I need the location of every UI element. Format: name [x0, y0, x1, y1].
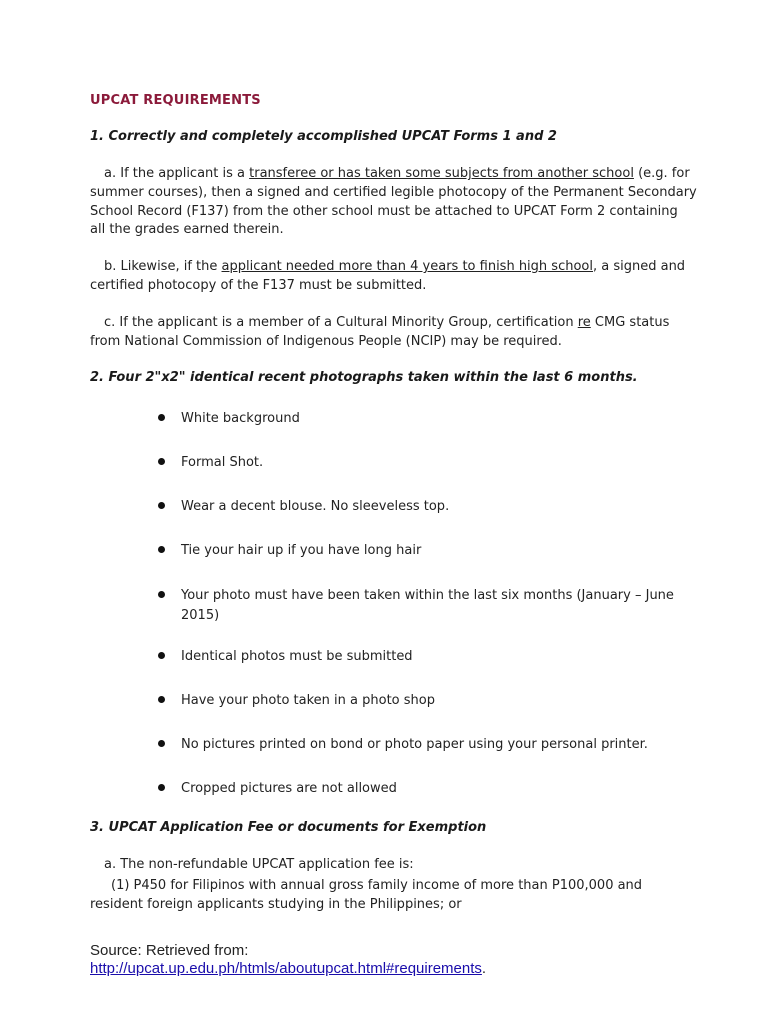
- list-item: Have your photo taken in a photo shop: [181, 693, 435, 708]
- list-item-continuation: 2015): [181, 608, 220, 623]
- list-item: Cropped pictures are not allowed: [181, 781, 397, 796]
- section-1c-line-1: [104, 314, 669, 333]
- list-item: Your photo must have been taken within the last six months (January – June: [181, 588, 674, 603]
- section-1a-underlined: transferee or has taken some subjects from another school: [249, 166, 634, 181]
- section-1b-suffix: , a signed and: [592, 259, 686, 274]
- section-1a-prefix: a. If the applicant is a: [104, 166, 250, 181]
- section-1c-underlined: re: [577, 315, 591, 330]
- list-item: Formal Shot.: [181, 455, 264, 470]
- section-1b-line-1: [104, 258, 685, 277]
- section-1b-underlined: applicant needed more than 4 years to finish high school: [221, 259, 593, 274]
- section-1a-suffix: (e.g. for: [633, 166, 690, 181]
- section-1c-line-2: from National Commission of Indigenous People (NCIP) may be required.: [90, 334, 562, 349]
- source-line: [90, 960, 486, 977]
- list-item: Identical photos must be submitted: [181, 649, 413, 664]
- list-item: Tie your hair up if you have long hair: [181, 543, 422, 558]
- source-link[interactable]: http://upcat.up.edu.ph/htmls/aboutupcat.html#requirements: [90, 960, 482, 977]
- bullet-icon: [158, 591, 165, 598]
- section-1-heading: 1. Correctly and completely accomplished UPCAT Forms 1 and 2: [90, 129, 557, 144]
- bullet-icon: [158, 546, 165, 553]
- source-trailing: .: [481, 960, 487, 977]
- section-1c-prefix: c. If the applicant is a member of a Cultural Minority Group, certification: [104, 315, 578, 330]
- section-1b-prefix: b. Likewise, if the: [104, 259, 222, 274]
- section-3-heading: 3. UPCAT Application Fee or documents for Exemption: [90, 820, 487, 835]
- section-1a-line-3: School Record (F137) from the other school must be attached to UPCAT Form 2 containing: [90, 204, 678, 219]
- bullet-icon: [158, 784, 165, 791]
- section-1c-suffix: CMG status: [590, 315, 670, 330]
- section-3-item-1-line-2: resident foreign applicants studying in the Philippines; or: [90, 897, 462, 912]
- section-3-item-1-line-1: (1) P450 for Filipinos with annual gross family income of more than P100,000 and: [111, 878, 643, 893]
- bullet-icon: [158, 696, 165, 703]
- list-item: No pictures printed on bond or photo paper using your personal printer.: [181, 737, 648, 752]
- bullet-icon: [158, 652, 165, 659]
- bullet-icon: [158, 740, 165, 747]
- bullet-icon: [158, 458, 165, 465]
- section-1a-line-2: summer courses), then a signed and certified legible photocopy of the Permanent Secondary: [90, 185, 697, 200]
- section-1a-line-1: [104, 165, 690, 184]
- section-3a-line: a. The non-refundable UPCAT application fee is:: [104, 857, 414, 872]
- section-1a-line-4: all the grades earned therein.: [90, 222, 284, 237]
- page-title: UPCAT REQUIREMENTS: [90, 93, 261, 108]
- list-item: White background: [181, 411, 300, 426]
- bullet-icon: [158, 502, 165, 509]
- section-2-heading: 2. Four 2"x2" identical recent photographs taken within the last 6 months.: [90, 370, 638, 385]
- list-item: Wear a decent blouse. No sleeveless top.: [181, 499, 450, 514]
- section-1b-line-2: certified photocopy of the F137 must be submitted.: [90, 278, 427, 293]
- source-label: Source: Retrieved from:: [90, 942, 249, 959]
- bullet-icon: [158, 414, 165, 421]
